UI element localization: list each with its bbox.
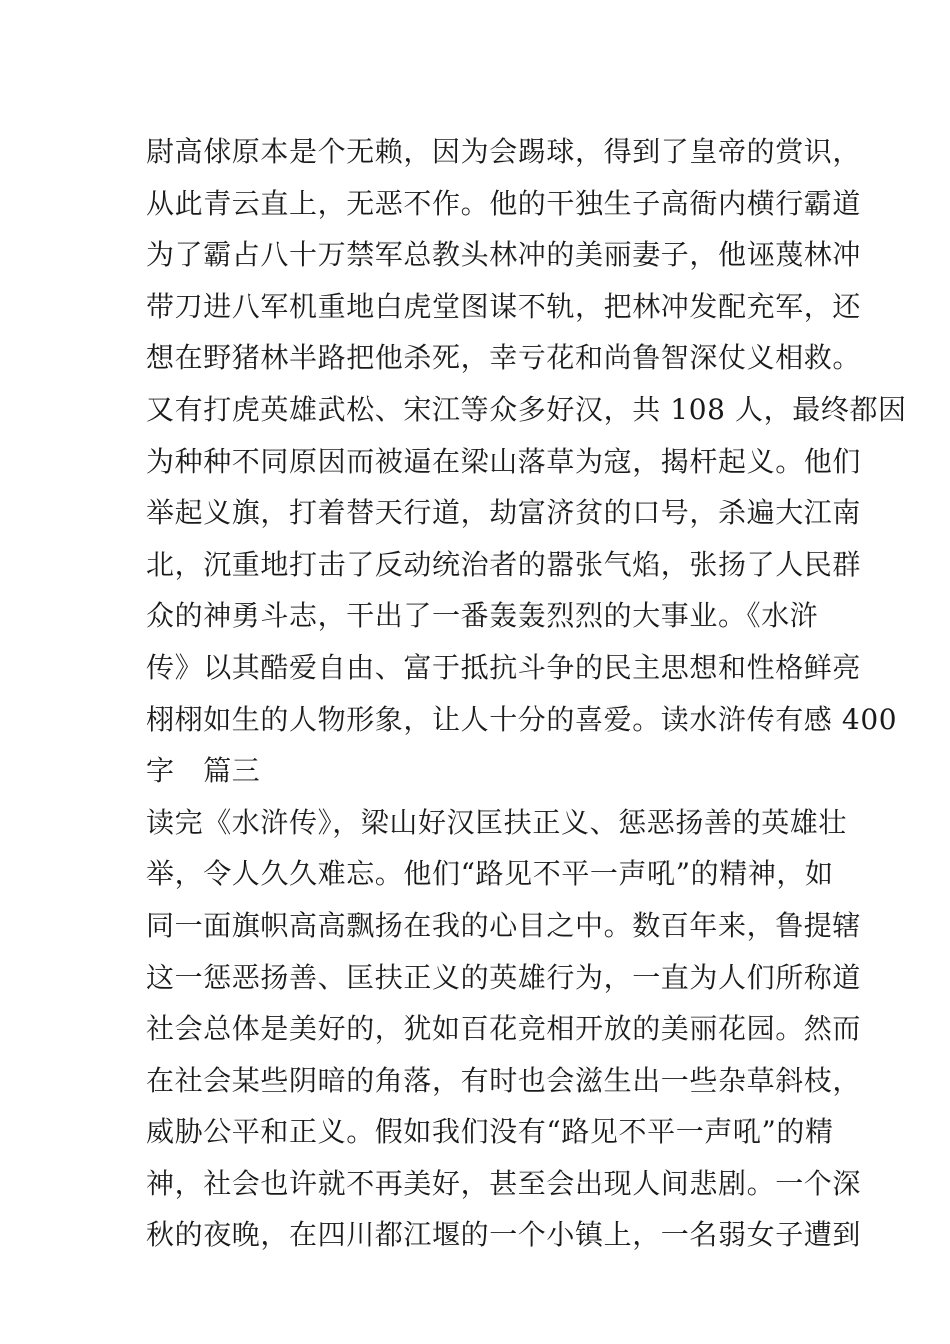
text-line: 威胁公平和正义。假如我们没有“路见不平一声吼”的精 xyxy=(146,1115,834,1149)
text-line: 传》以其酷爱自由、富于抵抗斗争的民主思想和性格鲜亮 xyxy=(146,650,862,684)
text-line: 尉高俅原本是个无赖，因为会踢球，得到了皇帝的赏识， xyxy=(146,135,862,168)
text-line: 众的神勇斗志，干出了一番轰轰烈烈的大事业。《水浒 xyxy=(146,599,819,633)
text-line: 北，沉重地打击了反动统治者的嚣张气焰，张扬了人民群 xyxy=(146,547,862,581)
body-text xyxy=(146,126,907,1261)
text-line: 举，令人久久难忘。他们“路见不平一声吼”的精神，如 xyxy=(146,857,834,891)
text-line: 读完《水浒传》，梁山好汉匡扶正义、惩恶扬善的英雄壮 xyxy=(146,805,848,839)
text-line: 这一惩恶扬善、匡扶正义的英雄行为，一直为人们所称道 xyxy=(146,960,862,994)
text-line: 又有打虎英雄武松、宋江等众多好汉，共 108 人，最终都因 xyxy=(146,392,907,426)
text-line: 在社会某些阴暗的角落，有时也会滋生出一些杂草斜枝， xyxy=(146,1063,862,1097)
text-line: 同一面旗帜高高飘扬在我的心目之中。数百年来，鲁提辖 xyxy=(146,908,862,942)
text-line: 神，社会也许就不再美好，甚至会出现人间悲剧。一个深 xyxy=(146,1166,862,1200)
text-line: 社会总体是美好的，犹如百花竞相开放的美丽花园。然而 xyxy=(146,1012,862,1046)
text-line: 举起义旗，打着替天行道，劫富济贫的口号，杀遍大江南 xyxy=(146,496,862,530)
text-line: 栩栩如生的人物形象，让人十分的喜爱。读水浒传有感 400 xyxy=(146,702,898,736)
section-heading: 字 篇三 xyxy=(146,754,261,788)
text-line: 为了霸占八十万禁军总教头林冲的美丽妻子，他诬蔑林冲 xyxy=(146,238,862,272)
text-line: 从此青云直上，无恶不作。他的干独生子高衙内横行霸道 xyxy=(146,186,862,220)
text-line: 带刀进八军机重地白虎堂图谋不轨，把林冲发配充军，还 xyxy=(146,289,862,323)
text-line: 为种种不同原因而被逼在梁山落草为寇，揭杆起义。他们 xyxy=(146,444,862,478)
text-line: 秋的夜晚，在四川都江堰的一个小镇上，一名弱女子遭到 xyxy=(146,1218,862,1252)
text-line: 想在野猪林半路把他杀死，幸亏花和尚鲁智深仗义相救。 xyxy=(146,341,862,375)
